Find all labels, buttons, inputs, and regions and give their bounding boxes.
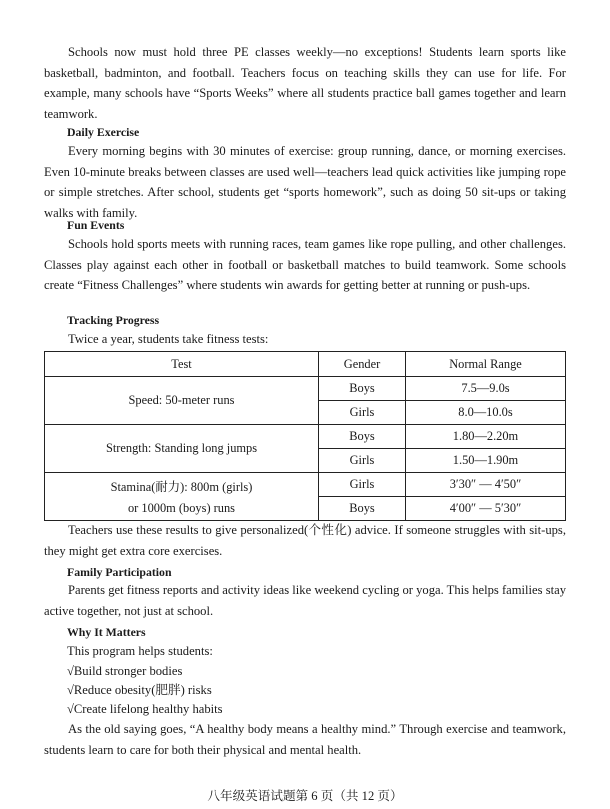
heading-fun-events: Fun Events xyxy=(67,218,125,232)
list-item-obesity: √Reduce obesity(肥胖) risks xyxy=(67,683,212,697)
range-cell: 1.50—1.90m xyxy=(406,449,566,473)
paragraph-family-participation: Parents get fitness reports and activity ideas like weekend cycling or yoga. This helps families stay active together, not just at school. xyxy=(44,583,566,618)
gender-cell: Boys xyxy=(319,377,406,401)
heading-daily-exercise: Daily Exercise xyxy=(67,125,140,139)
heading-family-participation: Family Participation xyxy=(67,565,172,579)
paragraph-pe-classes: Schools now must hold three PE classes weekly—no exceptions! Students learn sports like basketball, badminton, and football. Teachers focus on teaching skills they can use for life. For example, many schools have “Sports Weeks” where all students practice ball games together and learn teamwork. xyxy=(44,45,566,121)
range-cell: 1.80—2.20m xyxy=(406,425,566,449)
table-row xyxy=(45,473,566,497)
paragraph-conclusion: As the old saying goes, “A healthy body means a healthy mind.” Through exercise and teamwork, students learn to care for both their physical and mental health. xyxy=(44,722,566,757)
table-header-gender: Gender xyxy=(319,352,406,377)
page-footer: 八年级英语试题第 6 页（共 12 页） xyxy=(207,789,403,803)
heading-why-it-matters: Why It Matters xyxy=(67,625,146,639)
range-cell: 8.0—10.0s xyxy=(406,401,566,425)
table-header-range: Normal Range xyxy=(406,352,566,377)
test-strength: Strength: Standing long jumps xyxy=(45,425,319,473)
table-header-row xyxy=(45,352,566,377)
list-item-bodies: √Build stronger bodies xyxy=(67,664,183,678)
gender-cell: Boys xyxy=(319,497,406,521)
gender-cell: Girls xyxy=(319,401,406,425)
paragraph-fitness-tests-intro: Twice a year, students take fitness tests: xyxy=(68,332,269,346)
test-speed: Speed: 50-meter runs xyxy=(45,377,319,425)
list-item-habits: √Create lifelong healthy habits xyxy=(67,702,223,716)
gender-cell: Girls xyxy=(319,473,406,497)
stamina-line-2: or 1000m (boys) runs xyxy=(127,501,236,515)
table-header-test: Test xyxy=(45,352,319,377)
test-stamina xyxy=(45,473,319,521)
range-cell: 3′30″ — 4′50″ xyxy=(406,473,566,497)
heading-tracking-progress: Tracking Progress xyxy=(67,313,160,327)
stamina-line-1: Stamina(耐力): 800m (girls) xyxy=(110,480,253,494)
paragraph-daily-exercise: Every morning begins with 30 minutes of exercise: group running, dance, or morning exercises. Even 10-minute breaks between classes are used well—teachers lead quick activities like jumping rope or simple stretches. After school, students get “sports homework”, such as doing 50 sit-ups or taking walks with family. xyxy=(44,144,566,220)
range-cell: 4′00″ — 5′30″ xyxy=(406,497,566,521)
range-cell: 7.5—9.0s xyxy=(406,377,566,401)
gender-cell: Girls xyxy=(319,449,406,473)
paragraph-teacher-advice: Teachers use these results to give personalized(个性化) advice. If someone struggles with sit-ups, they might get extra core exercises. xyxy=(44,523,566,558)
fitness-test-table xyxy=(44,351,566,521)
gender-cell: Boys xyxy=(319,425,406,449)
program-helps-line: This program helps students: xyxy=(67,644,213,658)
paragraph-fun-events: Schools hold sports meets with running races, team games like rope pulling, and other challenges. Classes play against each other in football or basketball matches to build teamwork. Some schools create “Fitness Challenges” where students win awards for getting better at running or push-ups. xyxy=(44,237,566,293)
table-row xyxy=(45,377,566,401)
table-row xyxy=(45,425,566,449)
